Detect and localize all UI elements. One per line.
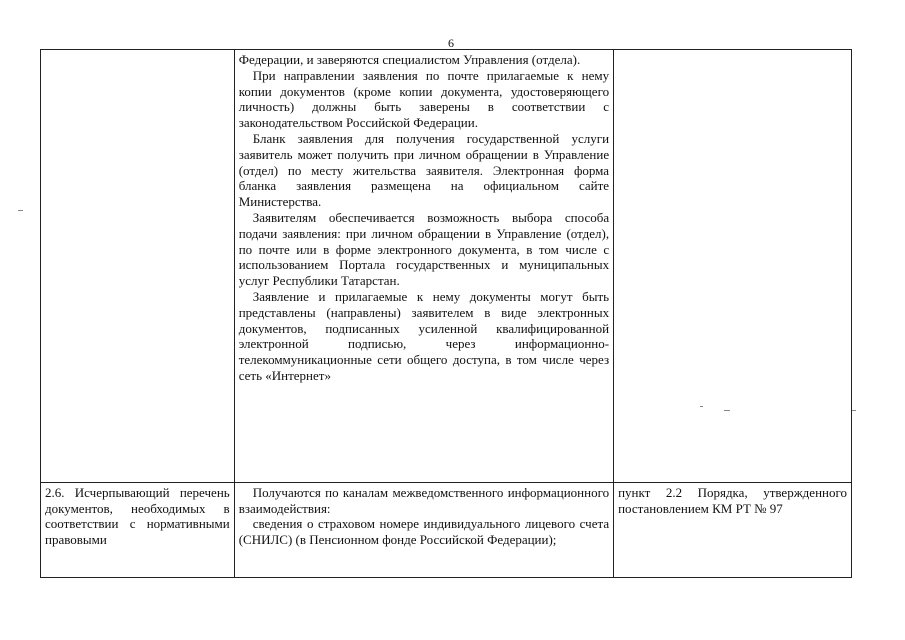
page-number: 6 (448, 36, 454, 50)
cell-requirement (41, 50, 235, 483)
cell-legal-basis (614, 50, 852, 483)
legal-basis-text: пункт 2.2 Порядка, утвержденного постановлением КМ РТ № 97 (618, 484, 847, 516)
description-paragraph: Заявителям обеспечивается возможность выбора способа подачи заявления: при личном обращении в Управление (отдел), по почте или в форме электронного документа, в том числе с использованием Портала государственных и муниципальных услуг Республики Татарстан. (238, 209, 610, 289)
table-row (41, 482, 852, 577)
scan-speck (700, 406, 703, 407)
description-paragraph: Федерации, и заверяются специалистом Управления (отдела). (238, 52, 581, 67)
description-paragraph: Бланк заявления для получения государственной услуги заявитель может получить при личном обращении в Управление (отдел) по месту жительства заявителя. Электронная форма бланка заявления размещена на официальном сайте Министерства. (238, 130, 610, 210)
cell-requirement (41, 482, 235, 577)
table-row (41, 50, 852, 483)
cell-legal-basis (614, 482, 852, 577)
description-paragraph: При направлении заявления по почте прилагаемые к нему копии документов (кроме копии документа, удостоверяющего личность) должны быть заверены в соответствии с законодательством Российской Федерации. (238, 67, 610, 131)
scan-speck (724, 410, 730, 411)
scan-speck (18, 210, 23, 211)
description-paragraph: Получаются по каналам межведомственного информационного взаимодействия: (238, 484, 610, 516)
cell-description (234, 482, 613, 577)
description-paragraph: сведения о страховом номере индивидуального лицевого счета (СНИЛС) (в Пенсионном фонде Российской Федерации); (238, 516, 610, 548)
document-table (40, 49, 852, 578)
scan-speck (852, 410, 856, 411)
cell-description (234, 50, 613, 483)
requirement-text: 2.6. Исчерпывающий перечень документов, необходимых в соответствии с нормативными правовыми (45, 484, 230, 548)
description-paragraph: Заявление и прилагаемые к нему документы могут быть представлены (направлены) заявителем в виде электронных документов, подписанных усиленной квалифицированной электронной подписью, через информационно-телекоммуникационные сети общего доступа, в том числе через сеть «Интернет» (238, 288, 610, 383)
